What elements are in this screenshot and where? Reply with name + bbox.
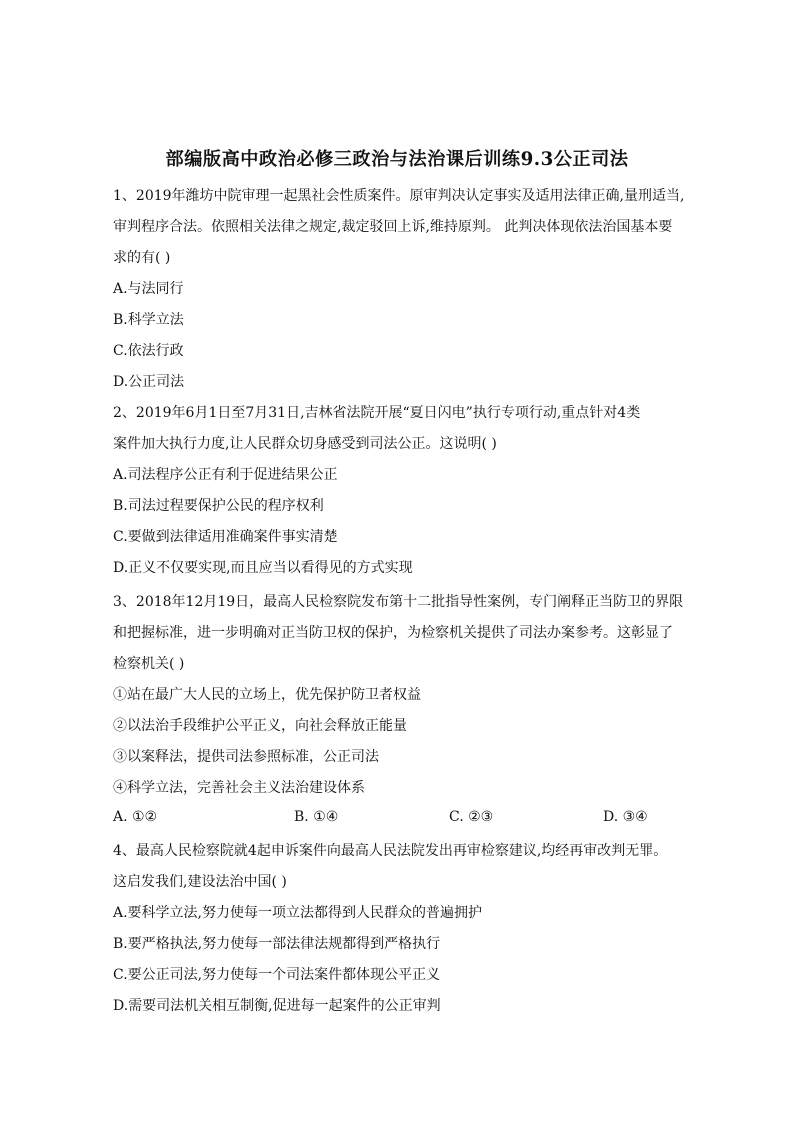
question-2-option-b: B.司法过程要保护公民的程序权利 [113,498,324,514]
question-3-option-d: D. ③④ [603,809,648,825]
question-3-option-a: A. ①② [113,809,158,825]
question-1-stem-line-2: 审判程序合法。依照相关法律之规定,裁定驳回上诉,维持原判。 此判决体现依法治国基本要 [113,219,673,235]
question-3-stem-line-1: 3、2018年12月19日，最高人民检察院发布第十二批指导性案例，专门阐释正当防卫的界限 [113,594,684,610]
question-4-option-d: D.需要司法机关相互制衡,促进每一起案件的公正审判 [113,998,441,1014]
question-1-stem-line-3: 求的有( ) [113,250,171,266]
question-2-option-d: D.正义不仅要实现,而且应当以看得见的方式实现 [113,560,413,576]
question-1-option-c: C.依法行政 [113,343,184,359]
question-2-option-a: A.司法程序公正有利于促进结果公正 [113,467,338,483]
question-4-option-a: A.要科学立法,努力使每一项立法都得到人民群众的普遍拥护 [113,905,483,921]
question-4-stem-line-1: 4、最高人民检察院就4起申诉案件向最高人民法院发出再审检察建议,均经再审改判无罪。 [113,843,668,859]
question-3-option-b: B. ①④ [294,809,339,825]
question-4-option-c: C.要公正司法,努力使每一个司法案件都体现公平正义 [113,967,441,983]
question-4-stem-line-2: 这启发我们,建设法治中国( ) [113,874,287,890]
question-1-option-d: D.公正司法 [113,374,185,390]
question-3-stem-line-3: 检察机关( ) [113,656,185,672]
question-3-options-row [113,809,673,829]
question-4-option-b: B.要严格执法,努力使每一部法律法规都得到严格执行 [113,936,441,952]
question-2-stem-line-2: 案件加大执行力度,让人民群众切身感受到司法公正。这说明( ) [113,436,497,452]
question-3-statement-1: ①站在最广大人民的立场上，优先保护防卫者权益 [113,687,421,703]
question-1-option-a: A.与法同行 [113,281,184,297]
question-3-statement-4: ④科学立法，完善社会主义法治建设体系 [113,780,365,796]
question-1-stem-line-1: 1、2019年潍坊中院审理一起黑社会性质案件。原审判决认定事实及适用法律正确,量刑适当, [113,188,685,204]
question-3-statement-3: ③以案释法，提供司法参照标准，公正司法 [113,749,379,765]
question-2-option-c: C.要做到法律适用准确案件事实清楚 [113,529,338,545]
question-3-statement-2: ②以法治手段维护公平正义，向社会释放正能量 [113,718,407,734]
question-1-option-b: B.科学立法 [113,312,184,328]
question-2-stem-line-1: 2、2019年6月1日至7月31日,吉林省法院开展“夏日闪电”执行专项行动,重点针对4类 [113,405,641,421]
question-3-stem-line-2: 和把握标准，进一步明确对正当防卫权的保护，为检察机关提供了司法办案参考。这彰显了 [113,625,673,641]
page-title: 部编版高中政治必修三政治与法治课后训练9.3公正司法 [165,149,629,170]
question-3-option-c: C. ②③ [449,809,494,825]
